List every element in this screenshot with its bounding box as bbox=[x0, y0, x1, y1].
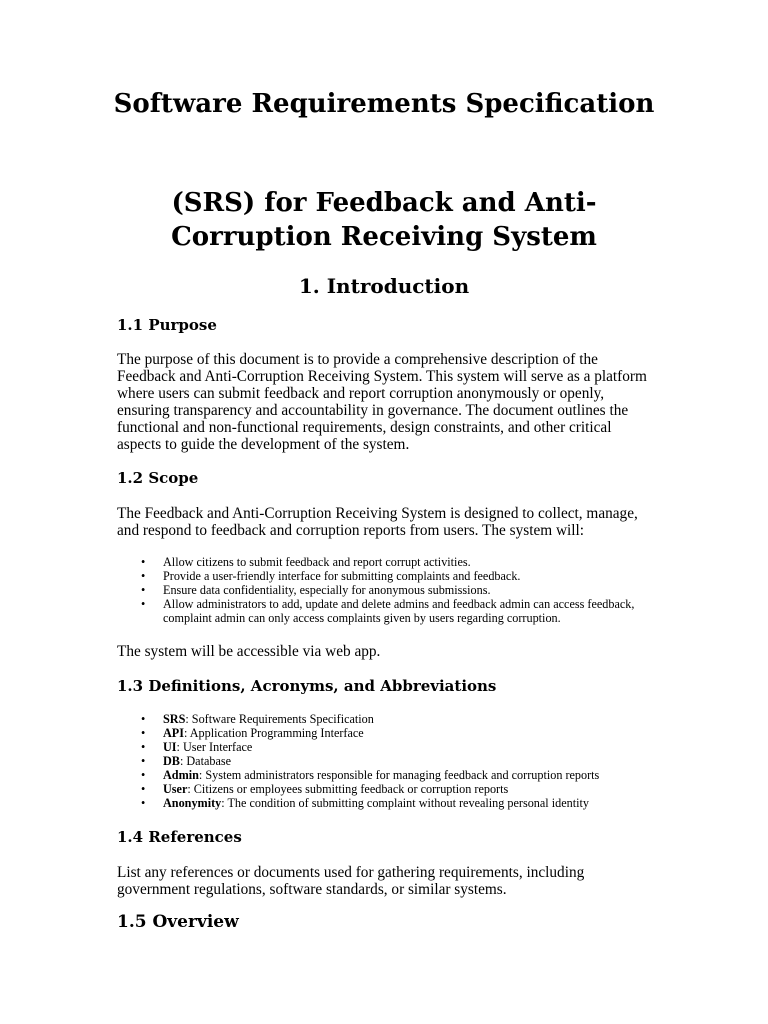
list-item: • UI: User Interface bbox=[141, 740, 253, 754]
heading-overview: 1.5 Overview bbox=[117, 912, 239, 932]
paragraph-purpose: The purpose of this document is to provide a comprehensive description of the Feedback and Anti-Corruption Receiving System. This system will serve as a platform where users can submit feedback and report corruption anonymously or openly, ensuring transparency and accountability in governance. The document outlines the functional and non-functional requirements, design constraints, and other critical aspects to guide the development of the system. bbox=[117, 351, 647, 453]
section-heading-introduction: 1. Introduction bbox=[298, 274, 470, 298]
bullet-icon: • bbox=[141, 726, 146, 740]
paragraph-scope: The Feedback and Anti-Corruption Receiving System is designed to collect, manage, and respond to feedback and corruption reports from users. The system will: bbox=[117, 505, 638, 539]
bullet-icon: • bbox=[141, 569, 146, 583]
bullet-icon: • bbox=[141, 712, 146, 726]
scope-list bbox=[117, 555, 657, 625]
heading-purpose: 1.1 Purpose bbox=[117, 316, 217, 334]
list-item: • Allow citizens to submit feedback and report corrupt activities. bbox=[141, 555, 471, 569]
term: UI bbox=[163, 740, 177, 754]
bullet-icon: • bbox=[141, 555, 146, 569]
list-item: • SRS: Software Requirements Specification bbox=[141, 712, 374, 726]
term: User bbox=[163, 782, 188, 796]
list-item: • API: Application Programming Interface bbox=[141, 726, 364, 740]
document-subtitle: (SRS) for Feedback and Anti-Corruption Receiving System bbox=[171, 188, 597, 252]
paragraph-scope-closing: The system will be accessible via web app. bbox=[117, 643, 381, 660]
bullet-icon: • bbox=[141, 768, 146, 782]
heading-definitions: 1.3 Definitions, Acronyms, and Abbreviations bbox=[117, 677, 497, 695]
term: API bbox=[163, 726, 184, 740]
list-item: • Anonymity: The condition of submitting complaint without revealing personal identity bbox=[141, 796, 589, 810]
term: Anonymity bbox=[163, 796, 222, 810]
term: DB bbox=[163, 754, 180, 768]
list-item: • DB: Database bbox=[141, 754, 232, 768]
document-title: Software Requirements Specification bbox=[113, 89, 655, 119]
heading-references: 1.4 References bbox=[117, 828, 242, 846]
bullet-icon: • bbox=[141, 583, 146, 597]
bullet-icon: • bbox=[141, 796, 146, 810]
bullet-icon: • bbox=[141, 754, 146, 768]
list-item: • Ensure data confidentiality, especially for anonymous submissions. bbox=[141, 583, 491, 597]
bullet-icon: • bbox=[141, 782, 146, 796]
term: SRS bbox=[163, 712, 186, 726]
list-item: • Provide a user-friendly interface for submitting complaints and feedback. bbox=[141, 569, 521, 583]
definitions-list bbox=[117, 712, 657, 810]
heading-scope: 1.2 Scope bbox=[117, 469, 199, 487]
list-item: • User: Citizens or employees submitting feedback or corruption reports bbox=[141, 782, 509, 796]
list-item: • Allow administrators to add, update and delete admins and feedback admin can access feedback, complaint admin can only access complaints given by users regarding corruption. bbox=[141, 597, 635, 625]
bullet-icon: • bbox=[141, 597, 146, 611]
list-item: • Admin: System administrators responsible for managing feedback and corruption reports bbox=[141, 768, 600, 782]
bullet-icon: • bbox=[141, 740, 146, 754]
term: Admin bbox=[163, 768, 199, 782]
paragraph-references: List any references or documents used for gathering requirements, including government regulations, software standards, or similar systems. bbox=[117, 864, 585, 898]
